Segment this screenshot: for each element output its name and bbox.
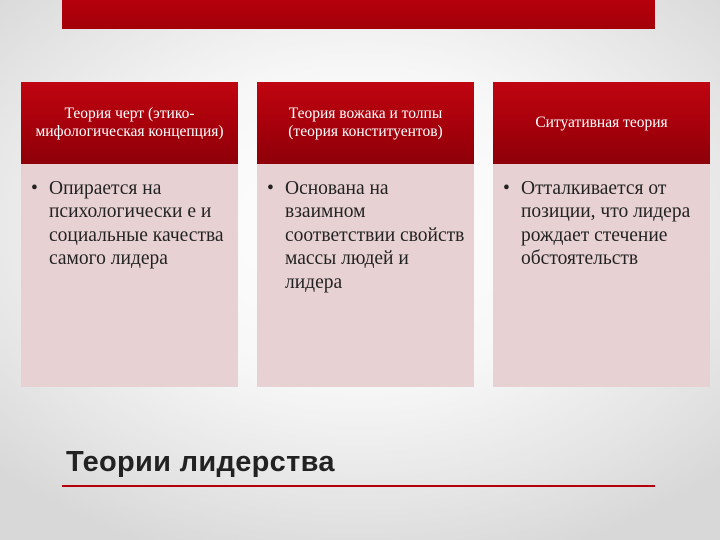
column-leader-crowd-theory — [257, 82, 474, 387]
bullet-item — [29, 177, 230, 271]
column-body — [21, 164, 238, 387]
bullet-text: Основана на взаимном соответствии свойств массы людей и лидера — [285, 178, 465, 293]
column-header — [257, 82, 474, 164]
column-header-text: Ситуативная теория — [535, 113, 668, 131]
column-header — [21, 82, 238, 164]
column-body — [493, 164, 710, 387]
bullet-item — [265, 177, 466, 294]
top-accent-bar — [62, 0, 655, 29]
slide-title: Теории лидерства — [66, 446, 335, 478]
column-header-text: Теория черт (этико-мифологическая концепция) — [35, 104, 224, 140]
column-header — [493, 82, 710, 164]
column-body — [257, 164, 474, 387]
bullet-dot-icon: • — [503, 178, 510, 199]
bullet-text: Отталкивается от позиции, что лидера рождает стечение обстоятельств — [521, 178, 691, 270]
column-trait-theory — [21, 82, 238, 387]
bullet-item — [501, 177, 702, 271]
bullet-dot-icon: • — [31, 178, 38, 199]
title-underline — [62, 485, 655, 487]
bullet-dot-icon: • — [267, 178, 274, 199]
column-header-text: Теория вожака и толпы (теория конституентов) — [288, 104, 443, 140]
bullet-text: Опирается на психологически е и социальные качества самого лидера — [49, 178, 224, 270]
column-situational-theory — [493, 82, 710, 387]
